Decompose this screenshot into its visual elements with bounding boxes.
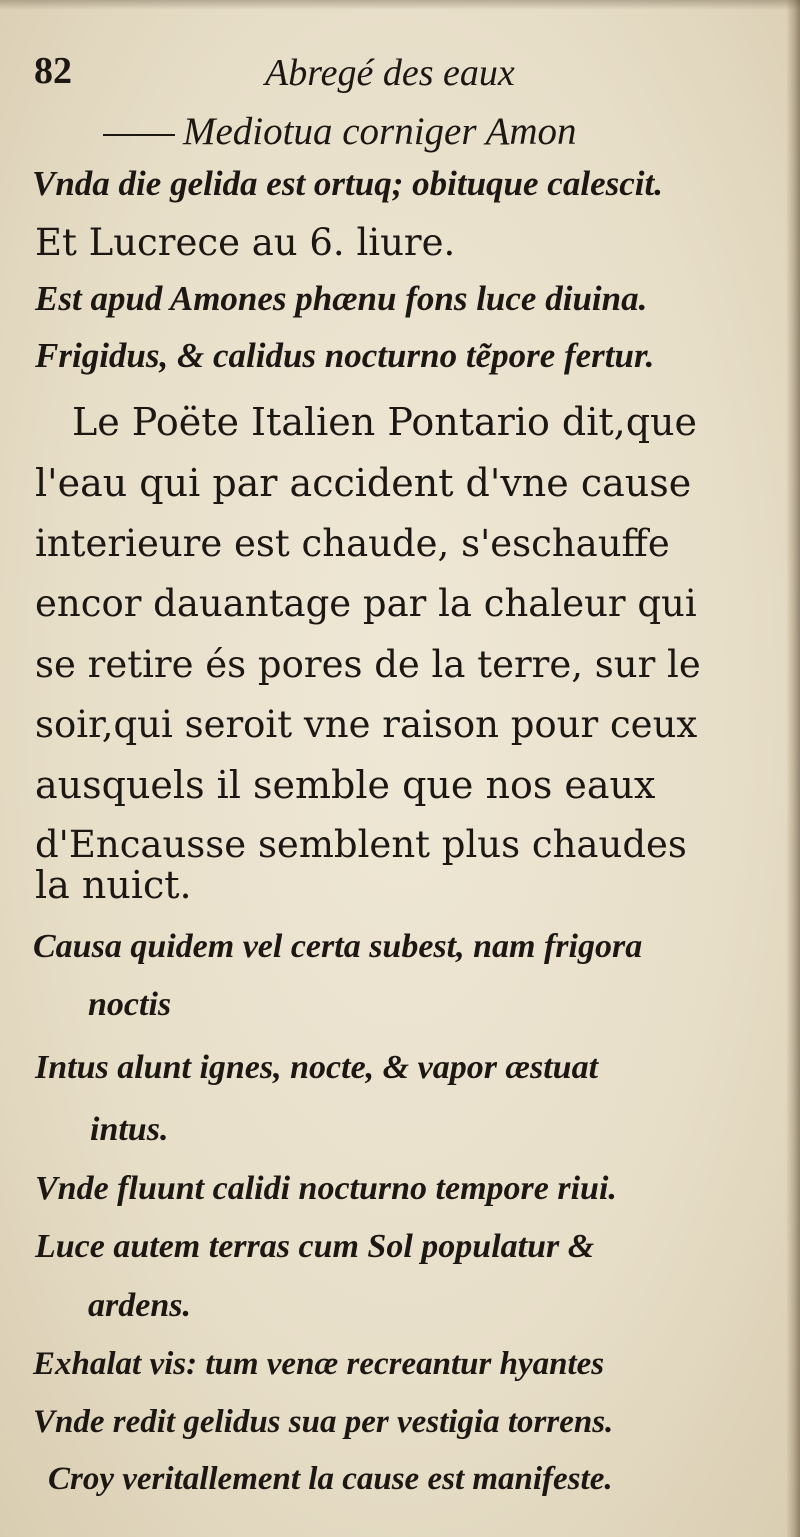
text-line: d'Encausse semblent plus chaudes — [35, 823, 687, 866]
verse-line: ardens. — [88, 1287, 191, 1324]
page-top-shadow — [0, 0, 800, 10]
text-line: ausquels il semble que nos eaux — [35, 763, 656, 807]
page-number: 82 — [34, 50, 72, 92]
verse-line: Mediotua corniger Amon — [103, 112, 577, 151]
page-gutter-shadow — [786, 0, 800, 1537]
text-line: Le Poëte Italien Pontario dit,que — [72, 400, 698, 444]
verse-line: Luce autem terras cum Sol populatur & — [35, 1228, 595, 1265]
verse-line: intus. — [90, 1111, 169, 1148]
verse-line: Vnda die gelida est ortuq; obituque calescit. — [32, 164, 663, 203]
text-line: se retire és pores de la terre, sur le — [35, 643, 701, 686]
text-line: encor dauantage par la chaleur qui — [35, 582, 697, 625]
text-line: interieure est chaude, s'eschauffe — [35, 522, 670, 565]
text-line: soir,qui seroit vne raison pour ceux — [35, 703, 698, 746]
text-line: l'eau qui par accident d'vne cause — [35, 461, 692, 505]
verse-line: Croy veritallement la cause est manifeste. — [48, 1461, 613, 1497]
text-line: la nuict. — [35, 863, 192, 907]
verse-line: Vnde redit gelidus sua per vestigia torrens. — [33, 1404, 614, 1440]
verse-line: Frigidus, & calidus nocturno tẽpore fertur. — [35, 336, 655, 375]
verse-line: Causa quidem vel certa subest, nam frigora — [33, 928, 643, 965]
verse-line: Est apud Amones phænu fons luce diuina. — [35, 279, 648, 318]
text-line: Et Lucrece au 6. liure. — [35, 221, 456, 264]
verse-line: Intus alunt ignes, nocte, & vapor æstuat — [35, 1049, 599, 1086]
running-title: Abregé des eaux — [265, 52, 515, 94]
page-header — [0, 52, 800, 96]
verse-line: noctis — [88, 986, 172, 1023]
dash-rule — [103, 134, 175, 136]
verse-line: Vnde fluunt calidi nocturno tempore riui. — [35, 1170, 617, 1207]
verse-line: Exhalat vis: tum venæ recreantur hyantes — [33, 1346, 605, 1382]
